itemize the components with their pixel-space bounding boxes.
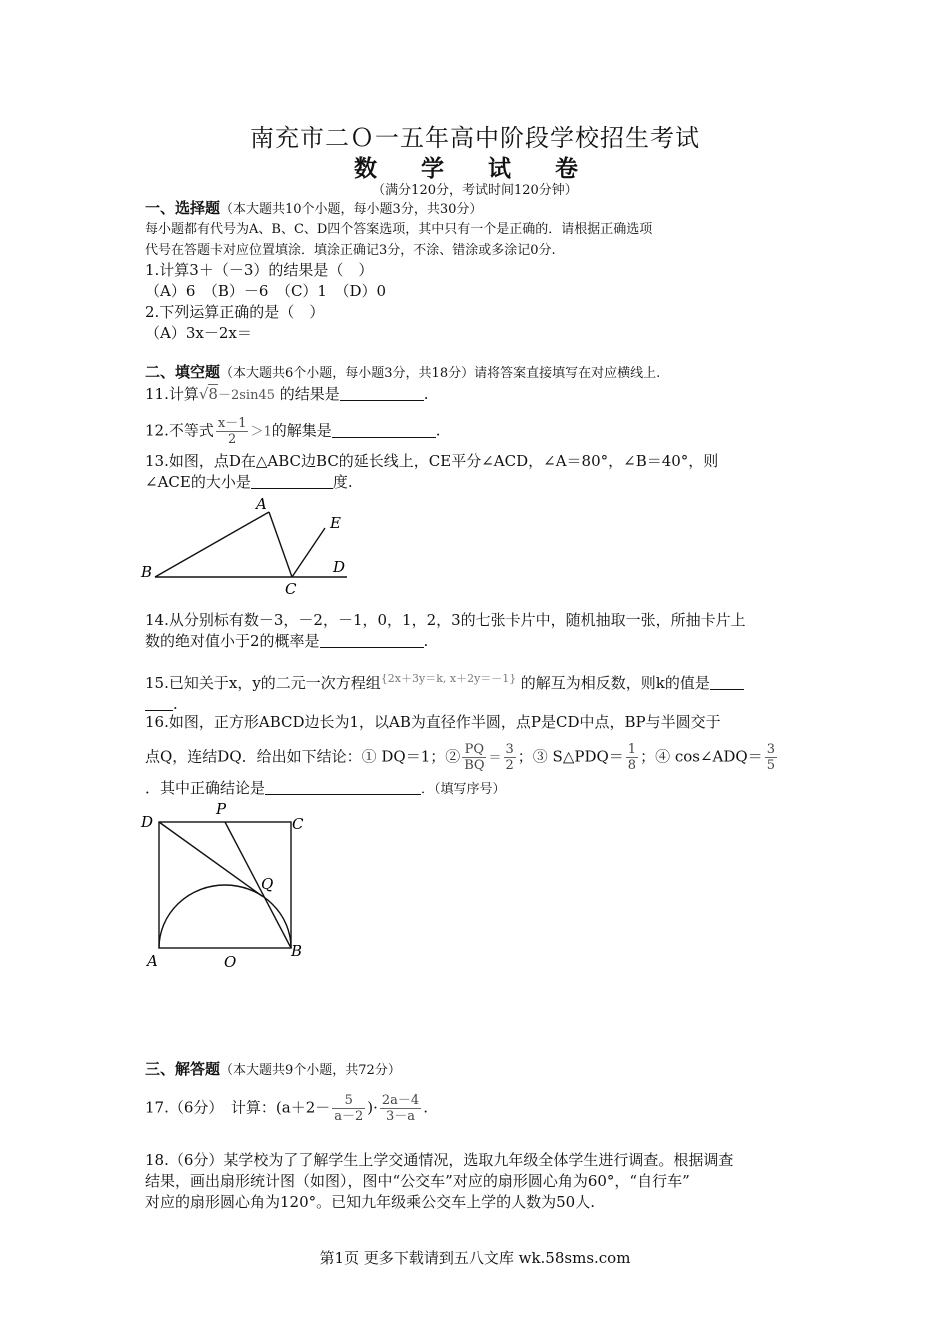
q16-c4: ；④ cos∠ADQ＝ [640,747,763,766]
label-c: C [292,815,304,833]
label-c: C [285,580,297,598]
section2-header [145,362,660,384]
q14-answer-blank[interactable] [320,633,424,648]
section1-desc: （本大题共10个小题，每小题3分，共30分） [220,202,483,217]
q12-prefix: 12.不等式 [145,421,214,440]
q16-line-3-suffix: ．（填写序号） [421,782,506,797]
q12: 12.不等式 $\frac{x-1}{2}$ ＞1的解集是 . [145,416,441,447]
q16-fraction-1-8 [626,742,638,773]
q11: 11.计算√8－2sin45 的结果是 . [145,385,429,403]
label-o: O [224,953,237,971]
q12-denominator: 2 [228,432,237,447]
q16-f4-den: 5 [766,758,775,773]
q18-line-2: 结果，画出扇形统计图（如图），图中“公交车”对应的扇形圆心角为60°，“自行车” [145,1172,690,1190]
section1-heading: 一、选择题 [145,199,221,217]
q13-triangle-figure [135,490,365,600]
q16-answer-blank[interactable] [265,780,421,795]
q12-fraction [216,416,249,447]
q16-fraction-3-2 [504,742,516,773]
q14-line-2: 数的绝对值小于2的概率是 . [145,632,429,650]
q17-fraction-2 [380,1093,421,1124]
q12-relation: ＞1 [250,424,272,440]
q12-suffix: 的解集是 [271,421,332,440]
q16-square-figure [135,796,325,976]
q17-f1-num: 5 [332,1093,365,1109]
q18-line-3: 对应的扇形圆心角为120°。已知九年级乘公交车上学的人数为50人. [145,1193,595,1211]
q2-stem: 2.下列运算正确的是（ ） [145,303,325,321]
q17-f2-num: 2a－4 [381,1093,420,1108]
q15-answer-blank[interactable] [710,675,744,690]
q16-f4-num: 3 [766,742,775,757]
q16-c3: ；③ S△PDQ＝ [517,747,624,766]
q15-suffix: 的解互为相反数，则k的值是 [520,674,710,692]
q17-close: )· [367,1098,378,1117]
q13-line-2 [145,472,353,492]
q13-line-2-prefix: ∠ACE的大小是 [145,473,251,491]
q16-f3-num: 1 [627,742,637,757]
q16-f2-den: 2 [505,758,514,773]
label-d: D [333,558,346,576]
section2-desc: （本大题共6个小题，每小题3分，共18分）请将答案直接填写在对应横线上. [220,366,661,381]
q1-stem: 1.计算3＋（－3）的结果是（ ） [145,261,374,279]
q16-f2-num: 3 [505,742,514,757]
q17-prefix: 17.（6分） 计算： [145,1098,276,1117]
sqrt-symbol: √ [198,385,209,403]
label-p: P [216,800,227,818]
semicircle [159,885,291,948]
q15-system: {2x＋3y＝k, x＋2y＝－1} [380,674,517,685]
label-b: B [141,563,153,581]
q16-line-3-text: ．其中正确结论是 [145,779,266,797]
section1-header [145,198,482,220]
q13-answer-blank[interactable] [251,474,333,489]
q16-line-1: 16.如图，正方形ABCD边长为1，以AB为直径作半圆，点P是CD中点，BP与半圆交于 [145,713,721,731]
q11-expr: －2sin45 [217,388,275,403]
q17-fraction-1 [332,1093,365,1124]
page-footer: 第1页 更多下载请到五八文库 wk.58sms.com [319,1249,631,1267]
segment-dq [159,822,262,896]
q13-line-1: 13.如图，点D在△ABC边BC的延长线上，CE平分∠ACD，∠A＝80°，∠B＝40°，则 [145,452,719,470]
q16-line-2-a: 点Q，连结DQ．给出如下结论：① DQ＝1；② [145,747,461,766]
q16-f3-den: 8 [627,758,637,773]
q16-f1-num: PQ [462,742,486,758]
q17-f1-den: a－2 [334,1109,364,1124]
q14-line-1: 14.从分别标有数－3，－2，－1，0，1，2，3的七张卡片中，随机抽取一张，所抽卡片上 [145,611,746,629]
ray-ce [292,528,325,577]
exam-title: 南充市二Ｏ一五年高中阶段学校招生考试 [250,124,700,152]
section3-desc: （本大题共9个小题，共72分） [220,1063,401,1078]
segment-ab [155,512,269,577]
q14-line-2-text: 数的绝对值小于2的概率是 [145,632,320,650]
subject-title: 数 学 试 卷 [353,155,597,182]
label-q: Q [261,875,274,893]
q17-end: . [423,1098,428,1117]
label-a: A [256,495,267,513]
section3-header [145,1059,401,1081]
q11-suffix: 的结果是 [279,385,340,403]
q15-answer-blank-cont[interactable] [145,696,173,711]
q16-fraction-pq-bq [462,742,486,773]
q15 [145,673,744,694]
q16-fraction-3-5 [765,742,777,773]
label-d: D [141,813,154,831]
q11-radicand: 8 [208,385,218,403]
q16-line-2 [145,742,779,773]
section1-instruction-2: 代号在答题卡对应位置填涂．填涂正确记3分，不涂、错涂或多涂记0分. [145,243,556,258]
q17-expr-a: (a＋2－ [275,1098,331,1117]
q2-option-a: （A）3x－2x＝ [145,324,252,342]
label-e: E [330,514,341,532]
label-a: A [147,952,158,970]
section3-heading: 三、解答题 [145,1060,221,1078]
q11-answer-blank[interactable] [340,386,424,401]
q16-eq1: ＝ [488,750,502,766]
q17 [145,1093,428,1124]
section1-instruction-1: 每小题都有代号为A、B、C、D四个答案选项，其中只有一个是正确的．请根据正确选项 [145,222,653,237]
q15-prefix: 15.已知关于x，y的二元一次方程组 [145,674,381,692]
q12-answer-blank[interactable] [332,423,436,438]
exam-note: （满分120分，考试时间120分钟） [372,183,578,198]
q11-prefix: 11.计算 [145,385,199,403]
q17-f2-den: 3－a [386,1109,416,1124]
label-b: B [291,942,303,960]
q16-f1-den: BQ [464,758,485,773]
q1-options: （A）6 （B）－6 （C）1 （D）0 [145,282,387,300]
segment-ac [269,512,292,577]
q18-line-1: 18.（6分）某学校为了了解学生上学交通情况，选取九年级全体学生进行调查。根据调查 [145,1151,734,1169]
q12-numerator: x－1 [217,416,247,431]
q15-blank-cont: . [145,694,178,714]
section2-heading: 二、填空题 [145,363,221,381]
q13-line-2-suffix: 度. [332,473,353,491]
